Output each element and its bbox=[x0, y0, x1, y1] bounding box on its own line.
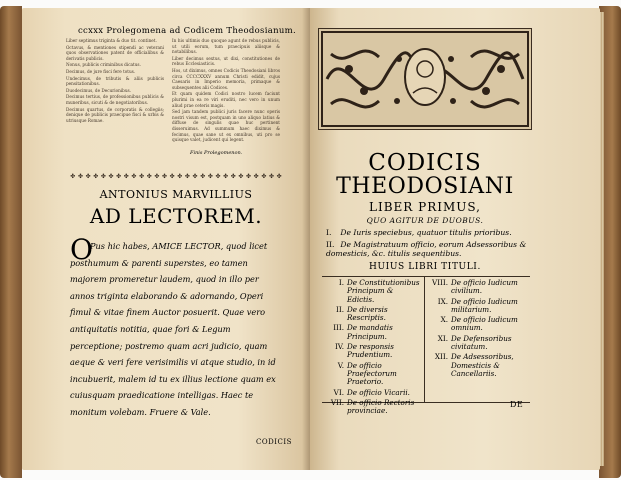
woodcut-headpiece-icon bbox=[318, 28, 532, 130]
section-number: II. bbox=[326, 240, 335, 249]
title-text: De officio Vicarii. bbox=[347, 387, 410, 397]
title-row bbox=[428, 335, 528, 352]
section-number: I. bbox=[326, 228, 332, 237]
paragraph: Undecimus, de tributis & aliis publicis pensitationibus. bbox=[66, 75, 164, 87]
paragraph: Nonus, publicis criminibus dicatus. bbox=[66, 62, 141, 68]
title-number: VIII. bbox=[432, 278, 448, 287]
title-codicis: CODICIS bbox=[368, 150, 482, 176]
title-text: De diversis Rescriptis. bbox=[347, 304, 388, 323]
section-item bbox=[326, 228, 536, 237]
book-cover-left-edge bbox=[0, 6, 22, 478]
title-text: De Adsessoribus, Domesticis & Cancellariis. bbox=[451, 352, 514, 378]
title-row bbox=[324, 343, 422, 360]
title-number: IX. bbox=[437, 296, 448, 306]
title-row bbox=[428, 279, 528, 296]
title-number: I. bbox=[338, 278, 344, 287]
titles-table bbox=[322, 276, 530, 416]
section-text: De Magistratuum officio, eorum Adsessoribus & domesticis, &c. titulis sequentibus. bbox=[326, 240, 527, 259]
paragraph: Duodecimus, de Decurionibus. bbox=[66, 87, 132, 93]
prolegomena-column-right bbox=[172, 38, 280, 144]
title-row bbox=[324, 324, 422, 341]
title-number: XI. bbox=[437, 333, 448, 343]
title-text: De mandatis Principum. bbox=[347, 323, 393, 341]
paragraph: Octavus, & mentiones stipendi ac veterani quos observationes patent de officialibus & derivatis publicis. bbox=[66, 44, 164, 61]
title-row bbox=[324, 362, 422, 387]
title-text: De officio Iudicum omnium. bbox=[451, 315, 518, 333]
title-row bbox=[324, 389, 422, 397]
paragraph: Liber decimus sextus, ut dixi, constitutiones de rebus Ecclesiasticis. bbox=[172, 55, 280, 67]
running-head: ccxxx Prolegomena ad Codicem Theodosianum. bbox=[78, 26, 296, 36]
section-text: De Iuris speciebus, quatuor titulis prioribus. bbox=[340, 228, 512, 237]
title-liber-primus: LIBER PRIMUS, bbox=[369, 200, 481, 214]
catchword-right: DE bbox=[510, 400, 524, 409]
catchword-left: CODICIS bbox=[256, 438, 292, 446]
paragraph: Hos, ut diximus, omnes Codicis Theodosiani libros circa CCCCXXXV annum Christi edidit, cujus Caesaris in Imperio memoria, primaque & subsequentes alii Codices. bbox=[172, 67, 280, 90]
section-item bbox=[326, 240, 536, 258]
prolegomena-column-left bbox=[66, 38, 164, 124]
title-row bbox=[428, 316, 528, 333]
title-number: II. bbox=[336, 304, 344, 314]
finis-prolegomenon: Finis Prolegomenon. bbox=[190, 150, 243, 156]
title-number: IV. bbox=[334, 342, 344, 352]
table-heading: HUIUS LIBRI TITULI. bbox=[369, 262, 481, 272]
title-row bbox=[324, 279, 422, 304]
title-text: De responsis Prudentium. bbox=[347, 342, 394, 360]
paragraph: Decimus quartus, de corporatis & collegiis; denique de publicis praecipue fisci & urbis & utriusque Romae. bbox=[66, 106, 164, 123]
title-theodosiani: THEODOSIANI bbox=[336, 174, 514, 199]
title-number: V. bbox=[337, 360, 344, 370]
paragraph: In his ultimis duo quoque agunt de rebus publicis, ut utili eorum, tum praecipuis aliisque & notabilibus. bbox=[172, 38, 280, 55]
author-name: ANTONIUS MARVILLIUS bbox=[99, 188, 253, 201]
titles-column-left bbox=[324, 279, 422, 417]
subtitle: QUO AGITUR DE DUOBUS. bbox=[366, 216, 484, 225]
title-row bbox=[428, 298, 528, 315]
title-text: De officio Iudicum civilium. bbox=[451, 278, 518, 296]
paragraph: Sed jam tandem publici juris facere nunc operis nostri visum est, postquam in uno aliquo latius & diffuse de singulis quae huc pertinent disseruimus. Ad summum haec diximus & fecimus, quae sane ut ex omnibus, uti pro se quisque valet, judicent qui legent. bbox=[172, 109, 280, 143]
title-text: De officio Rectoris provinciae. bbox=[347, 397, 415, 416]
paragraph: Et quam quidem Codici nostro lucem faciunt plurimi in ea re viri eruditi, nec vero in unum aliud prae ceteris magis. bbox=[172, 91, 280, 108]
paragraph: Decimus tertius, de professionibus publicis & muneribus, sicuti & de negotiatoribus. bbox=[66, 94, 164, 105]
title-number: X. bbox=[440, 315, 448, 325]
title-row bbox=[324, 399, 422, 416]
title-text: De Constitutionibus Principum & Edictis. bbox=[347, 278, 420, 304]
preface-text: Pus hic habes, AMICE LECTOR, quod licet posthumum & parenti superstes, eo tamen majorem promeretur laudem, quod in illo per annos triginta elaborando & adornando, Operi fimul & vitae finem Auctor posuerit. Quae vero antiquitatis notitia, quae fori & Legum perceptione; postremo quam acri judicio, quam aeque & veri fere verisimilis vi atque studio, in id incubuerit, malem id tu ex illius lectione quam ex cuiusquam praedicatione intelligas. Haec te monitum volebam. Fruere & Vale. bbox=[70, 241, 276, 417]
title-text: De officio Iudicum militarium. bbox=[451, 296, 518, 314]
title-number: VI. bbox=[333, 387, 344, 397]
paragraph: Liber septimus triginta & duo tit. continet. bbox=[66, 38, 157, 43]
title-number: XII. bbox=[434, 352, 448, 362]
title-text: De officio Praefectorum Praetorio. bbox=[347, 360, 397, 387]
title-number: III. bbox=[333, 323, 344, 333]
titles-column-right bbox=[428, 279, 528, 380]
title-row bbox=[324, 306, 422, 323]
title-row bbox=[428, 353, 528, 378]
table-divider bbox=[424, 277, 425, 402]
title-text: De Defensoribus civitatum. bbox=[451, 333, 512, 352]
paragraph: Decimus, de jure fisci fere totus. bbox=[66, 68, 136, 74]
title-number: VII. bbox=[330, 397, 344, 407]
ad-lectorem-heading: AD LECTOREM. bbox=[89, 204, 263, 228]
ornamental-rule: ✤ ✤ ✤ ✤ ✤ ✤ ✤ ✤ ✤ ✤ ✤ ✤ ✤ ✤ ✤ ✤ ✤ ✤ ✤ ✤ ✤ ✤ ✤ ✤ ✤ ✤ ✤ ✤ bbox=[70, 173, 282, 180]
drop-cap: O bbox=[70, 233, 93, 266]
